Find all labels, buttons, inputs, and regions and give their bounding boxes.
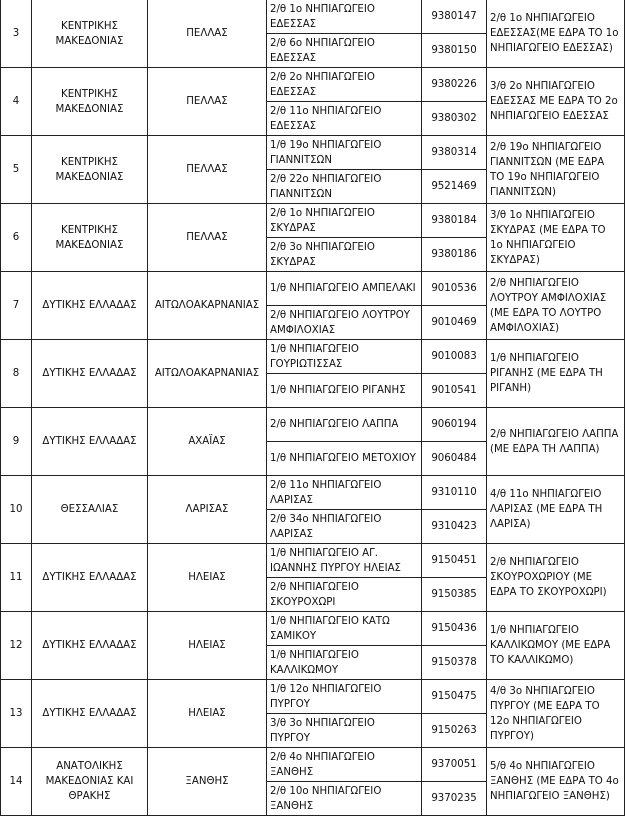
row-number: 3 (1, 0, 32, 68)
school-name-cell: 1/θ 19ο ΝΗΠΙΑΓΩΓΕΙΟ ΓΙΑΝΝΙΤΣΩΝ (267, 136, 422, 170)
row-number: 10 (1, 476, 32, 544)
school-name-cell: 2/θ ΝΗΠΙΑΓΩΓΕΙΟ ΛΑΠΠΑ (267, 408, 422, 442)
prefecture-cell: ΛΑΡΙΣΑΣ (148, 476, 267, 544)
region-cell: ΔΥΤΙΚΗΣ ΕΛΛΑΔΑΣ (32, 340, 148, 408)
school-name-cell: 2/θ 2ο ΝΗΠΙΑΓΩΓΕΙΟ ΕΔΕΣΣΑΣ (267, 68, 422, 102)
table-row (1, 748, 625, 782)
school-code-cell: 9380150 (422, 34, 487, 68)
region-cell: ΔΥΤΙΚΗΣ ΕΛΛΑΔΑΣ (32, 544, 148, 612)
school-name-cell: 2/θ 11ο ΝΗΠΙΑΓΩΓΕΙΟ ΕΔΕΣΣΑΣ (267, 102, 422, 136)
merged-result-cell: 3/θ 1ο ΝΗΠΙΑΓΩΓΕΙΟ ΣΚΥΔΡΑΣ (ΜΕ ΕΔΡΑ ΤΟ 1ο ΝΗΠΙΑΓΩΓΕΙΟ ΣΚΥΔΡΑΣ) (487, 204, 625, 272)
prefecture-cell: ΠΕΛΛΑΣ (148, 136, 267, 204)
prefecture-cell: ΗΛΕΙΑΣ (148, 680, 267, 748)
school-code-cell: 9521469 (422, 170, 487, 204)
school-code-cell: 9380302 (422, 102, 487, 136)
school-name-cell: 1/θ ΝΗΠΙΑΓΩΓΕΙΟ ΚΑΛΛΙΚΩΜΟΥ (267, 646, 422, 680)
table-row (1, 408, 625, 442)
school-code-cell: 9150385 (422, 578, 487, 612)
row-number: 11 (1, 544, 32, 612)
merged-result-cell: 4/θ 3ο ΝΗΠΙΑΓΩΓΕΙΟ ΠΥΡΓΟΥ (ΜΕ ΕΔΡΑ ΤΟ 12ο ΝΗΠΙΑΓΩΓΕΙΟ ΠΥΡΓΟΥ) (487, 680, 625, 748)
merged-result-cell: 2/θ ΝΗΠΙΑΓΩΓΕΙΟ ΣΚΟΥΡΟΧΩΡΙΟΥ (ΜΕ ΕΔΡΑ ΤΟ ΣΚΟΥΡΟΧΩΡΙ) (487, 544, 625, 612)
school-name-cell: 2/θ 4ο ΝΗΠΙΑΓΩΓΕΙΟ ΞΑΝΘΗΣ (267, 748, 422, 782)
school-code-cell: 9150475 (422, 680, 487, 714)
school-code-cell: 9380314 (422, 136, 487, 170)
school-name-cell: 2/θ 1ο ΝΗΠΙΑΓΩΓΕΙΟ ΣΚΥΔΡΑΣ (267, 204, 422, 238)
school-name-cell: 3/θ 3ο ΝΗΠΙΑΓΩΓΕΙΟ ΠΥΡΓΟΥ (267, 714, 422, 748)
region-cell: ΚΕΝΤΡΙΚΗΣ ΜΑΚΕΔΟΝΙΑΣ (32, 136, 148, 204)
row-number: 14 (1, 748, 32, 816)
school-code-cell: 9010541 (422, 374, 487, 408)
prefecture-cell: ΠΕΛΛΑΣ (148, 204, 267, 272)
table-row (1, 476, 625, 510)
region-cell: ΚΕΝΤΡΙΚΗΣ ΜΑΚΕΔΟΝΙΑΣ (32, 204, 148, 272)
school-name-cell: 1/θ ΝΗΠΙΑΓΩΓΕΙΟ ΑΜΠΕΛΑΚΙ (267, 272, 422, 306)
table-row (1, 544, 625, 578)
school-name-cell: 2/θ 22ο ΝΗΠΙΑΓΩΓΕΙΟ ΓΙΑΝΝΙΤΣΩΝ (267, 170, 422, 204)
school-code-cell: 9060484 (422, 442, 487, 476)
school-name-cell: 2/θ 3ο ΝΗΠΙΑΓΩΓΕΙΟ ΣΚΥΔΡΑΣ (267, 238, 422, 272)
region-cell: ΔΥΤΙΚΗΣ ΕΛΛΑΔΑΣ (32, 680, 148, 748)
school-code-cell: 9010536 (422, 272, 487, 306)
table-row (1, 204, 625, 238)
region-cell: ΔΥΤΙΚΗΣ ΕΛΛΑΔΑΣ (32, 612, 148, 680)
merged-result-cell: 1/θ ΝΗΠΙΑΓΩΓΕΙΟ ΡΙΓΑΝΗΣ (ΜΕ ΕΔΡΑ ΤΗ ΡΙΓΑΝΗ) (487, 340, 625, 408)
school-code-cell: 9150263 (422, 714, 487, 748)
table-row (1, 612, 625, 646)
school-code-cell: 9380186 (422, 238, 487, 272)
prefecture-cell: ΑΙΤΩΛΟΑΚΑΡΝΑΝΙΑΣ (148, 340, 267, 408)
table-row (1, 340, 625, 374)
row-number: 12 (1, 612, 32, 680)
school-name-cell: 1/θ ΝΗΠΙΑΓΩΓΕΙΟ ΡΙΓΑΝΗΣ (267, 374, 422, 408)
table-row (1, 272, 625, 306)
school-name-cell: 2/θ 34ο ΝΗΠΙΑΓΩΓΕΙΟ ΛΑΡΙΣΑΣ (267, 510, 422, 544)
table-row (1, 136, 625, 170)
school-name-cell: 1/θ ΝΗΠΙΑΓΩΓΕΙΟ ΑΓ. ΙΩΑΝΝΗΣ ΠΥΡΓΟΥ ΗΛΕΙΑΣ (267, 544, 422, 578)
region-cell: ΚΕΝΤΡΙΚΗΣ ΜΑΚΕΔΟΝΙΑΣ (32, 0, 148, 68)
merged-result-cell: 2/θ 19ο ΝΗΠΙΑΓΩΓΕΙΟ ΓΙΑΝΝΙΤΣΩΝ (ΜΕ ΕΔΡΑ ΤΟ 19ο ΝΗΠΙΑΓΩΓΕΙΟ ΓΙΑΝΝΙΤΣΩΝ) (487, 136, 625, 204)
school-code-cell: 9310423 (422, 510, 487, 544)
school-code-cell: 9060194 (422, 408, 487, 442)
prefecture-cell: ΑΙΤΩΛΟΑΚΑΡΝΑΝΙΑΣ (148, 272, 267, 340)
school-name-cell: 1/θ ΝΗΠΙΑΓΩΓΕΙΟ ΓΟΥΡΙΩΤΙΣΣΑΣ (267, 340, 422, 374)
school-name-cell: 2/θ 10ο ΝΗΠΙΑΓΩΓΕΙΟ ΞΑΝΘΗΣ (267, 782, 422, 816)
prefecture-cell: ΑΧΑΪΑΣ (148, 408, 267, 476)
school-name-cell: 2/θ 1ο ΝΗΠΙΑΓΩΓΕΙΟ ΕΔΕΣΣΑΣ (267, 0, 422, 34)
row-number: 4 (1, 68, 32, 136)
school-name-cell: 2/θ ΝΗΠΙΑΓΩΓΕΙΟ ΣΚΟΥΡΟΧΩΡΙ (267, 578, 422, 612)
school-code-cell: 9150436 (422, 612, 487, 646)
school-code-cell: 9150451 (422, 544, 487, 578)
table-row (1, 680, 625, 714)
school-name-cell: 2/θ ΝΗΠΙΑΓΩΓΕΙΟ ΛΟΥΤΡΟΥ ΑΜΦΙΛΟΧΙΑΣ (267, 306, 422, 340)
row-number: 8 (1, 340, 32, 408)
school-name-cell: 1/θ ΝΗΠΙΑΓΩΓΕΙΟ ΚΑΤΩ ΣΑΜΙΚΟΥ (267, 612, 422, 646)
school-code-cell: 9370051 (422, 748, 487, 782)
school-name-cell: 2/θ 11ο ΝΗΠΙΑΓΩΓΕΙΟ ΛΑΡΙΣΑΣ (267, 476, 422, 510)
school-code-cell: 9380184 (422, 204, 487, 238)
school-code-cell: 9380226 (422, 68, 487, 102)
table-body (1, 0, 625, 816)
merged-result-cell: 4/θ 11ο ΝΗΠΙΑΓΩΓΕΙΟ ΛΑΡΙΣΑΣ (ΜΕ ΕΔΡΑ ΤΗ ΛΑΡΙΣΑ) (487, 476, 625, 544)
row-number: 5 (1, 136, 32, 204)
row-number: 9 (1, 408, 32, 476)
row-number: 13 (1, 680, 32, 748)
school-name-cell: 1/θ 12ο ΝΗΠΙΑΓΩΓΕΙΟ ΠΥΡΓΟΥ (267, 680, 422, 714)
table-row (1, 68, 625, 102)
region-cell: ΔΥΤΙΚΗΣ ΕΛΛΑΔΑΣ (32, 408, 148, 476)
school-name-cell: 1/θ ΝΗΠΙΑΓΩΓΕΙΟ ΜΕΤΟΧΙΟΥ (267, 442, 422, 476)
school-code-cell: 9010083 (422, 340, 487, 374)
region-cell: ΑΝΑΤΟΛΙΚΗΣ ΜΑΚΕΔΟΝΙΑΣ ΚΑΙ ΘΡΑΚΗΣ (32, 748, 148, 816)
merged-result-cell: 2/θ ΝΗΠΙΑΓΩΓΕΙΟ ΛΟΥΤΡΟΥ ΑΜΦΙΛΟΧΙΑΣ (ΜΕ ΕΔΡΑ ΤΟ ΛΟΥΤΡΟ ΑΜΦΙΛΟΧΙΑΣ) (487, 272, 625, 340)
merged-result-cell: 2/θ ΝΗΠΙΑΓΩΓΕΙΟ ΛΑΠΠΑ (ΜΕ ΕΔΡΑ ΤΗ ΛΑΠΠΑ) (487, 408, 625, 476)
prefecture-cell: ΗΛΕΙΑΣ (148, 544, 267, 612)
school-code-cell: 9010469 (422, 306, 487, 340)
school-code-cell: 9380147 (422, 0, 487, 34)
school-code-cell: 9310110 (422, 476, 487, 510)
prefecture-cell: ΞΑΝΘΗΣ (148, 748, 267, 816)
region-cell: ΔΥΤΙΚΗΣ ΕΛΛΑΔΑΣ (32, 272, 148, 340)
row-number: 7 (1, 272, 32, 340)
merged-result-cell: 3/θ 2ο ΝΗΠΙΑΓΩΓΕΙΟ ΕΔΕΣΣΑΣ ΜΕ ΕΔΡΑ ΤΟ 2ο ΝΗΠΙΑΓΩΓΕΙΟ ΕΔΕΣΣΑΣ (487, 68, 625, 136)
prefecture-cell: ΗΛΕΙΑΣ (148, 612, 267, 680)
school-code-cell: 9150378 (422, 646, 487, 680)
merged-result-cell: 5/θ 4ο ΝΗΠΙΑΓΩΓΕΙΟ ΞΑΝΘΗΣ (ΜΕ ΕΔΡΑ ΤΟ 4ο ΝΗΠΙΑΓΩΓΕΙΟ ΞΑΝΘΗΣ) (487, 748, 625, 816)
row-number: 6 (1, 204, 32, 272)
prefecture-cell: ΠΕΛΛΑΣ (148, 68, 267, 136)
school-name-cell: 2/θ 6ο ΝΗΠΙΑΓΩΓΕΙΟ ΕΔΕΣΣΑΣ (267, 34, 422, 68)
merged-result-cell: 2/θ 1ο ΝΗΠΙΑΓΩΓΕΙΟ ΕΔΕΣΣΑΣ(ΜΕ ΕΔΡΑ ΤΟ 1ο ΝΗΠΙΑΓΩΓΕΙΟ ΕΔΕΣΣΑΣ) (487, 0, 625, 68)
merged-result-cell: 1/θ ΝΗΠΙΑΓΩΓΕΙΟ ΚΑΛΛΙΚΩΜΟΥ (ΜΕ ΕΔΡΑ ΤΟ ΚΑΛΛΙΚΩΜΟ) (487, 612, 625, 680)
prefecture-cell: ΠΕΛΛΑΣ (148, 0, 267, 68)
region-cell: ΘΕΣΣΑΛΙΑΣ (32, 476, 148, 544)
school-code-cell: 9370235 (422, 782, 487, 816)
region-cell: ΚΕΝΤΡΙΚΗΣ ΜΑΚΕΔΟΝΙΑΣ (32, 68, 148, 136)
table-row (1, 0, 625, 34)
